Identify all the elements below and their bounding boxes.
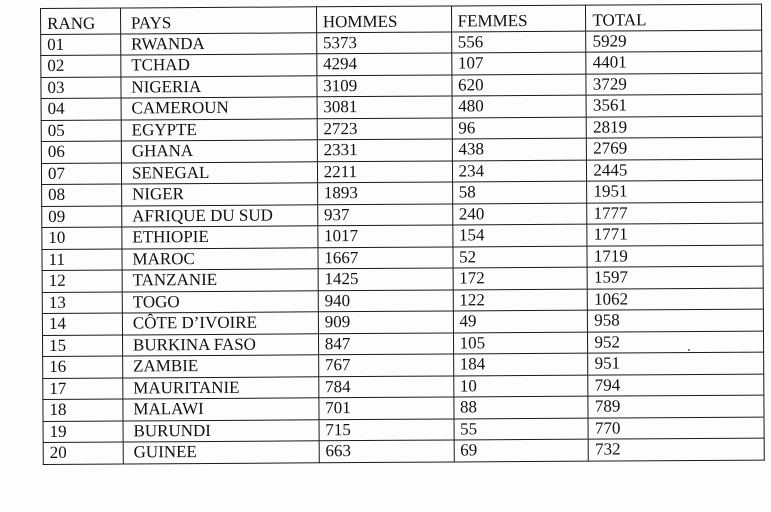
- cell-total: 2819: [587, 116, 763, 139]
- cell-rang: 18: [43, 399, 123, 421]
- cell-pays: MALAWI: [123, 398, 319, 421]
- cell-total: 5929: [586, 30, 762, 53]
- cell-total: 951: [588, 352, 764, 375]
- cell-pays: MAROC: [122, 247, 318, 270]
- cell-femmes: 10: [453, 375, 588, 397]
- cell-rang: 19: [43, 421, 123, 443]
- cell-pays: AFRIQUE DU SUD: [122, 204, 318, 227]
- cell-hommes: 3081: [317, 96, 452, 118]
- cell-pays: CAMEROUN: [121, 97, 317, 120]
- cell-hommes: 3109: [317, 74, 452, 96]
- cell-total: 2769: [587, 137, 763, 160]
- cell-rang: 13: [42, 292, 122, 314]
- cell-hommes: 4294: [317, 53, 452, 75]
- cell-total: 4401: [586, 51, 762, 74]
- cell-femmes: 96: [452, 117, 587, 139]
- cell-total: 789: [588, 395, 764, 418]
- cell-hommes: 2723: [317, 117, 452, 139]
- cell-femmes: 69: [454, 439, 589, 461]
- cell-rang: 15: [42, 335, 122, 357]
- cell-hommes: 2211: [317, 160, 452, 182]
- cell-femmes: 122: [453, 289, 588, 311]
- cell-total: 3729: [586, 73, 762, 96]
- cell-rang: 07: [41, 163, 121, 185]
- cell-hommes: 1017: [318, 225, 453, 247]
- cell-femmes: 172: [453, 267, 588, 289]
- cell-hommes: 847: [318, 332, 453, 354]
- cell-rang: 14: [42, 313, 122, 335]
- cell-total: 1597: [587, 266, 763, 289]
- cell-pays: MAURITANIE: [123, 376, 319, 399]
- cell-total: 958: [588, 309, 764, 332]
- cell-femmes: 58: [452, 181, 587, 203]
- cell-hommes: 1893: [317, 182, 452, 204]
- cell-hommes: 1667: [318, 246, 453, 268]
- cell-rang: 11: [42, 249, 122, 271]
- cell-pays: ETHIOPIE: [122, 226, 318, 249]
- cell-total: 952: [588, 331, 764, 354]
- cell-femmes: 620: [451, 74, 586, 96]
- ranking-table: [40, 4, 765, 465]
- cell-pays: NIGERIA: [121, 75, 317, 98]
- cell-pays: TCHAD: [121, 54, 317, 77]
- cell-pays: TOGO: [122, 290, 318, 313]
- cell-total: 794: [588, 374, 764, 397]
- cell-total: 1062: [588, 288, 764, 311]
- cell-total: 732: [589, 438, 765, 461]
- cell-femmes: 55: [454, 418, 589, 440]
- cell-rang: 10: [42, 227, 122, 249]
- cell-pays: SENEGAL: [121, 161, 317, 184]
- cell-rang: 16: [43, 356, 123, 378]
- cell-hommes: 937: [317, 203, 452, 225]
- cell-hommes: 2331: [317, 139, 452, 161]
- header-femmes: FEMMES: [451, 5, 586, 31]
- cell-femmes: 556: [451, 31, 586, 53]
- cell-femmes: 105: [453, 332, 588, 354]
- cell-rang: 01: [41, 34, 121, 56]
- cell-pays: GHANA: [121, 140, 317, 163]
- cell-pays: RWANDA: [121, 32, 317, 55]
- cell-femmes: 234: [452, 160, 587, 182]
- cell-femmes: 240: [452, 203, 587, 225]
- table-body: [41, 30, 765, 464]
- cell-hommes: 909: [318, 311, 453, 333]
- header-total: TOTAL: [586, 4, 762, 31]
- table-row: [43, 438, 764, 464]
- cell-pays: EGYPTE: [121, 118, 317, 141]
- cell-pays: TANZANIE: [122, 269, 318, 292]
- cell-hommes: 663: [319, 440, 454, 462]
- cell-pays: BURUNDI: [123, 419, 319, 442]
- cell-rang: 04: [41, 98, 121, 120]
- cell-hommes: 701: [319, 397, 454, 419]
- header-hommes: HOMMES: [316, 6, 451, 32]
- cell-rang: 05: [41, 120, 121, 142]
- cell-hommes: 715: [319, 418, 454, 440]
- cell-rang: 08: [42, 184, 122, 206]
- cell-total: 1777: [587, 202, 763, 225]
- cell-pays: CÔTE D’IVOIRE: [122, 312, 318, 335]
- cell-total: 2445: [587, 159, 763, 182]
- cell-total: 1771: [587, 223, 763, 246]
- cell-rang: 17: [43, 378, 123, 400]
- cell-femmes: 107: [451, 52, 586, 74]
- cell-hommes: 767: [318, 354, 453, 376]
- cell-hommes: 940: [318, 289, 453, 311]
- cell-total: 3561: [586, 94, 762, 117]
- cell-hommes: 1425: [318, 268, 453, 290]
- header-pays: PAYS: [120, 7, 316, 34]
- cell-femmes: 438: [452, 138, 587, 160]
- cell-femmes: 49: [453, 310, 588, 332]
- cell-pays: NIGER: [121, 183, 317, 206]
- cell-rang: 03: [41, 77, 121, 99]
- cell-pays: ZAMBIE: [123, 355, 319, 378]
- scan-speck: [688, 349, 690, 351]
- cell-rang: 12: [42, 270, 122, 292]
- cell-femmes: 184: [453, 353, 588, 375]
- header-rang: RANG: [41, 8, 121, 34]
- cell-hommes: 5373: [316, 31, 451, 53]
- cell-rang: 20: [43, 442, 123, 464]
- cell-total: 1719: [587, 245, 763, 268]
- cell-pays: BURKINA FASO: [122, 333, 318, 356]
- cell-femmes: 52: [453, 246, 588, 268]
- cell-pays: GUINEE: [123, 441, 319, 464]
- cell-rang: 02: [41, 55, 121, 77]
- cell-femmes: 88: [453, 396, 588, 418]
- cell-femmes: 154: [452, 224, 587, 246]
- cell-rang: 06: [41, 141, 121, 163]
- cell-hommes: 784: [319, 375, 454, 397]
- cell-total: 770: [588, 417, 764, 440]
- cell-rang: 09: [42, 206, 122, 228]
- cell-total: 1951: [587, 180, 763, 203]
- cell-femmes: 480: [452, 95, 587, 117]
